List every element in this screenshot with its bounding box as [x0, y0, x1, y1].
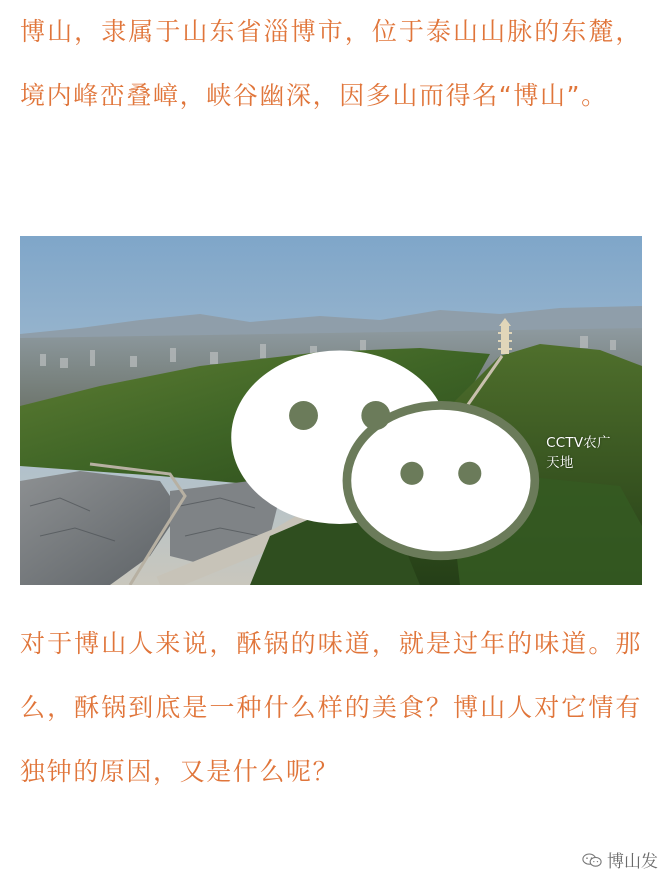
- source-account-watermark: [582, 847, 660, 872]
- source-account-text: 博山发: [607, 852, 658, 872]
- wechat-icon: [582, 852, 602, 868]
- watermark-text: CCTV农广天地: [546, 435, 611, 472]
- wechat-icon: [224, 336, 542, 567]
- body-paragraph: 对于博山人来说，酥锅的味道，就是过年的味道。那么，酥锅到底是一种什么样的美食？博山人对它情有独钟的原因，又是什么呢？: [20, 629, 642, 786]
- aerial-landscape-photo: [20, 236, 642, 585]
- intro-paragraph: 博山，隶属于山东省淄博市，位于泰山山脉的东麓，境内峰峦叠嶂，峡谷幽深，因多山而得名“博山”。: [20, 17, 642, 110]
- photo-watermark: [224, 336, 620, 567]
